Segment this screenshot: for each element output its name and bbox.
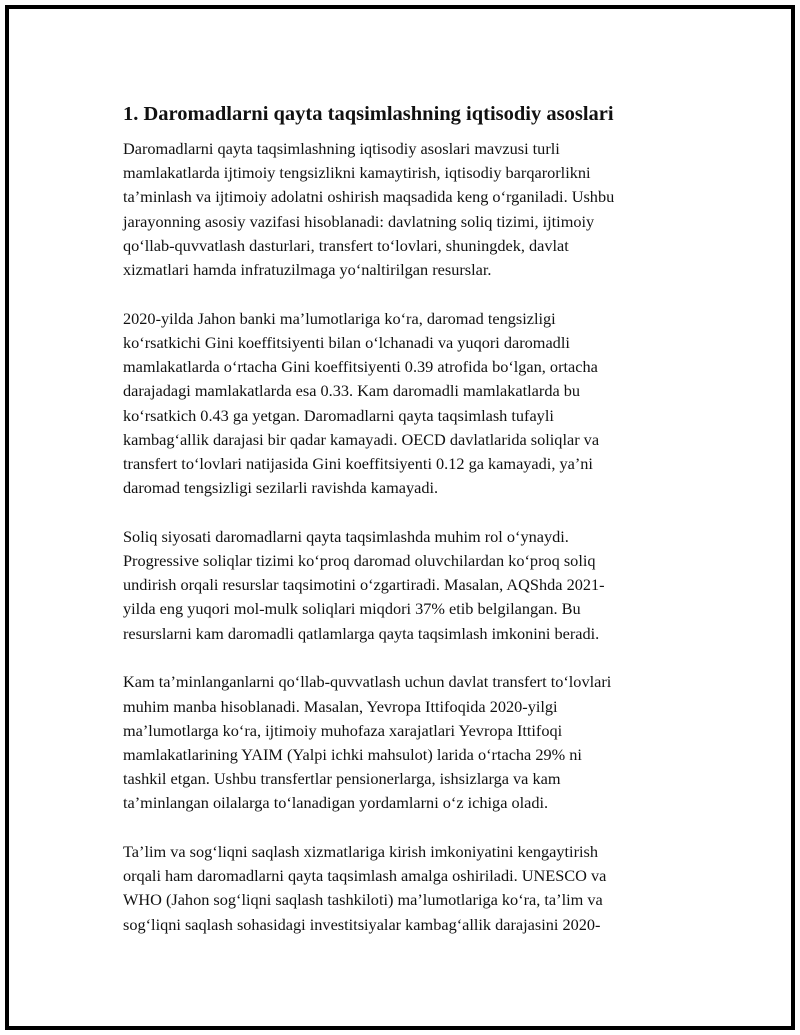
text-line: transfert to‘lovlari natijasida Gini koeffitsiyenti 0.12 ga kamayadi, ya’ni	[123, 453, 593, 473]
paragraph-2	[123, 307, 683, 501]
document-body	[123, 102, 683, 961]
text-line: tashkil etgan. Ushbu transfertlar pensionerlarga, ishsizlarga va kam	[123, 769, 561, 789]
paragraph-4	[123, 670, 683, 815]
paragraph-3	[123, 525, 683, 646]
text-line: Progressive soliqlar tizimi ko‘proq daromad oluvchilardan ko‘proq soliq	[123, 551, 596, 571]
text-line: yilda eng yuqori mol-mulk soliqlari miqdori 37% etib belgilangan. Bu	[123, 599, 581, 619]
text-line: ko‘rsatkichi Gini koeffitsiyenti bilan o‘lchanadi va yuqori daromadli	[123, 332, 570, 352]
paragraph-5	[123, 840, 683, 937]
page-frame	[5, 5, 795, 1030]
text-line: resurslarni kam daromadli qatlamlarga qayta taqsimlash imkonini beradi.	[123, 623, 600, 643]
text-line: daromad tengsizligi sezilarli ravishda kamayadi.	[123, 478, 439, 498]
text-line: sog‘liqni saqlash sohasidagi investitsiyalar kambag‘allik darajasini 2020-	[123, 914, 601, 934]
text-line: Kam ta’minlanganlarni qo‘llab-quvvatlash uchun davlat transfert to‘lovlari	[123, 672, 612, 692]
text-line: Ta’lim va sog‘liqni saqlash xizmatlariga kirish imkoniyatini kengaytirish	[123, 842, 598, 862]
text-line: Daromadlarni qayta taqsimlashning iqtisodiy asoslari mavzusi turli	[123, 139, 560, 158]
text-line: orqali ham daromadlarni qayta taqsimlash amalga oshiriladi. UNESCO va	[123, 866, 607, 886]
paragraph-1	[123, 137, 683, 282]
text-line: darajadagi mamlakatlarda esa 0.33. Kam daromadli mamlakatlarda bu	[123, 381, 581, 401]
paragraphs-container	[123, 137, 683, 937]
text-line: ko‘rsatkich 0.43 ga yetgan. Daromadlarni qayta taqsimlash tufayli	[123, 405, 554, 425]
text-line: ta’minlangan oilalarga to‘lanadigan yordamlarni o‘z ichiga oladi.	[123, 793, 549, 813]
text-line: ma’lumotlarga ko‘ra, ijtimoiy muhofaza xarajatlari Yevropa Ittifoqi	[123, 720, 563, 740]
text-line: 2020-yilda Jahon banki ma’lumotlariga ko‘ra, daromad tengsizligi	[123, 308, 556, 328]
text-line: mamlakatlarda ijtimoiy tengsizlikni kamaytirish, iqtisodiy barqarorlikni	[123, 163, 591, 183]
text-line: kambag‘allik darajasi bir qadar kamayadi. OECD davlatlarida soliqlar va	[123, 429, 600, 449]
text-line: jarayonning asosiy vazifasi hisoblanadi: davlatning soliq tizimi, ijtimoiy	[123, 211, 595, 231]
text-line: Soliq siyosati daromadlarni qayta taqsimlashda muhim rol o‘ynaydi.	[123, 526, 569, 546]
text-line: qo‘llab-quvvatlash dasturlari, transfert to‘lovlari, shuningdek, davlat	[123, 235, 569, 255]
text-line: WHO (Jahon sog‘liqni saqlash tashkiloti) ma’lumotlariga ko‘ra, ta’lim va	[123, 890, 603, 910]
text-line: ta’minlash va ijtimoiy adolatni oshirish maqsadida keng o‘rganiladi. Ushbu	[123, 187, 615, 207]
text-line: mamlakatlarda o‘rtacha Gini koeffitsiyenti 0.39 atrofida bo‘lgan, ortacha	[123, 357, 598, 377]
text-line: undirish orqali resurslar taqsimotini o‘zgartiradi. Masalan, AQShda 2021-	[123, 575, 605, 595]
text-line: xizmatlari hamda infratuzilmaga yo‘naltirilgan resurslar.	[123, 260, 492, 280]
text-line: muhim manba hisoblanadi. Masalan, Yevropa Ittifoqida 2020-yilgi	[123, 696, 558, 716]
section-heading: 1. Daromadlarni qayta taqsimlashning iqtisodiy asoslari	[123, 103, 614, 125]
text-line: mamlakatlarining YAIM (Yalpi ichki mahsulot) larida o‘rtacha 29% ni	[123, 744, 582, 764]
